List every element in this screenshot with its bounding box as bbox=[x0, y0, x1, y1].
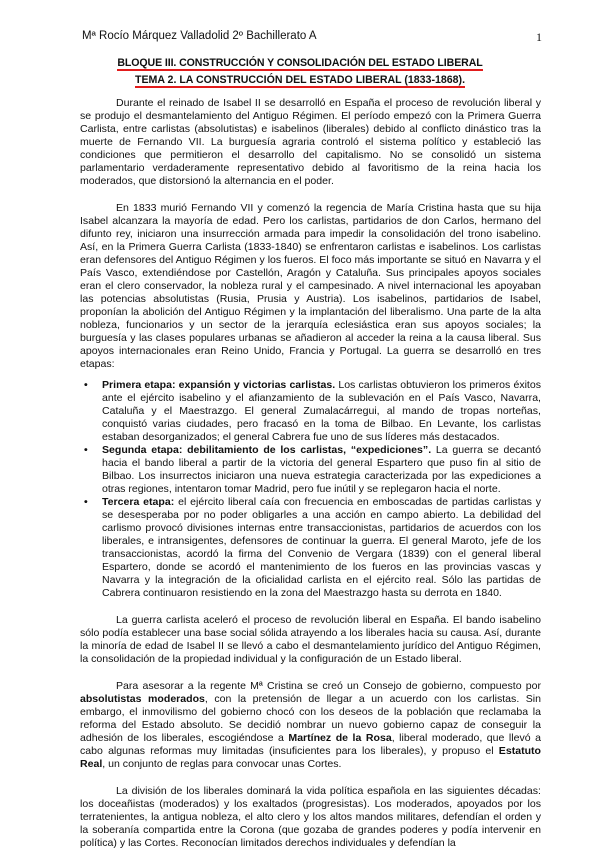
war-stages-list bbox=[80, 379, 541, 600]
page-header bbox=[82, 30, 542, 44]
stage-text: el ejército liberal caía con frecuencia en emboscadas de partidas carlistas y se desesperaba por no poder obligarles a una acción en campo abierto. La debilidad del carlismo provocó divisiones internas entre transaccionistas, partidarios de acuerdos con los liberales, e intransigentes, defensores de continuar la guerra. El general Maroto, jefe de los transaccionistas, acordó la firma del Convenio de Vergara (1839) con el general liberal Espartero, donde se acordó el mantenimiento de los fueros en las provincias vascas y Navarra y la integración de la oficialidad carlista en el ejército real. Sólo las partidas de Cabrera continuaron resistiendo en la zona del Maestrazgo hasta su derrota en 1840. bbox=[102, 496, 541, 599]
paragraph-liberal-division: La división de los liberales dominará la vida política española en las siguientes décadas: los doceañistas (moderados) y los exaltados (progresistas). Los moderados, apoyados por los terratenientes, la antigua nobleza, el alto clero y los altos mandos militares, defendían el orden y la soberanía compartida entre la Corona (que gozaba de grandes poderes y podía intervenir en política) y las Cortes. Reconocían limitados derechos individuales y defendían la bbox=[80, 785, 541, 849]
paragraph-regency-government bbox=[80, 680, 541, 771]
bullet-icon: • bbox=[84, 444, 88, 456]
block-title-text: BLOQUE III. CONSTRUCCIÓN Y CONSOLIDACIÓN DEL ESTADO LIBERAL bbox=[117, 57, 483, 69]
stage-text: La guerra se decantó hacia el bando liberal a partir de la victoria del general Espartero que puso fin al sitio de Bilbao. Los insurrectos iniciaron una nueva estrategia caracterizada por las expediciones a otras regiones, intentaron tomar Madrid, pero fue inútil y se replegaron hacia el norte. bbox=[102, 444, 541, 495]
text-run: , con la pretensión de llegar a un acuerdo con los carlistas. Sin embargo, el inmovilismo del gobierno chocó con los deseos de la población que reclamaba la reforma del Estado absoluto. Se decidió nombrar un nuevo gobierno capaz de conseguir la adhesión de los liberales, escogiéndose a bbox=[80, 693, 541, 744]
text-run: Para asesorar a la regente Mª Cristina se creó un Consejo de gobierno, compuesto por bbox=[116, 680, 541, 692]
paragraph-first-carlist-war: En 1833 murió Fernando VII y comenzó la regencia de María Cristina hasta que su hija Isabel alcanzara la mayoría de edad. Pero los carlistas, partidarios de don Carlos, hermano del difunto rey, iniciaron una insurrección armada para impedir la consolidación del trono isabelino. Así, en la Primera Guerra Carlista (1833-1840) se enfrentaron carlistas e isabelinos. Los carlistas eran defensores del Antiguo Régimen y los fueros. El foco más importante se situó en Navarra y el País Vasco, extendiéndose por Castellón, Aragón y Cataluña. Sus principales apoyos sociales eran el clero conservador, la nobleza rural y el campesinado. A nivel internacional les apoyaban las potencias absolutistas (Rusia, Prusia y Austria). Los isabelinos, partidarios de Isabel, proponían la abolición del Antiguo Régimen y la implantación del liberalismo. Una parte de la alta nobleza, funcionarios y un sector de la jerarquía eclesiástica eran sus apoyos sociales; la burguesía y las clases populares urbanas se añadieron al acceder la reina a la causa liberal. Sus apoyos internacionales eran Reino Unido, Francia y Portugal. La guerra se desarrolló en tres etapas: bbox=[80, 202, 541, 370]
bullet-icon: • bbox=[84, 379, 88, 391]
document-body bbox=[80, 97, 541, 864]
stage-text: Los carlistas obtuvieron los primeros éxitos ante el ejército isabelino y el afianzamiento de la sublevación en el País Vasco, Navarra, Cataluña y el Maestrazgo. El general Zumalacárregui, al mando de tropas norteñas, conquistó varias ciudades, pero fracasó en la toma de Bilbao. En Levante, los carlistas estaban desorganizados; el general Cabrera fue uno de sus líderes más destacados. bbox=[102, 379, 542, 443]
emphasis-absolutistas: absolutistas moderados bbox=[80, 693, 205, 705]
block-title bbox=[60, 57, 540, 69]
emphasis-martinez-de-la-rosa: Martínez de la Rosa bbox=[288, 732, 392, 744]
list-item bbox=[80, 379, 541, 444]
list-item bbox=[80, 444, 541, 496]
emphasis-estatuto-real: Estatuto Real bbox=[80, 745, 541, 770]
stage-heading: Tercera etapa: bbox=[102, 496, 175, 508]
list-item bbox=[80, 496, 541, 600]
paragraph-liberal-revolution: La guerra carlista aceleró el proceso de revolución liberal en España. El bando isabelino sólo podía establecer una base social sólida atrayendo a los liberales hacia su causa. Así, durante la minoría de edad de Isabel II se llevó a cabo el desmantelamiento jurídico del Antiguo Régimen, la consolidación de la propiedad individual y la configuración de un Estado liberal. bbox=[80, 614, 541, 665]
topic-title bbox=[60, 74, 540, 86]
stage-heading: Segunda etapa: debilitamiento de los carlistas, “expediciones”. bbox=[102, 444, 432, 456]
page-number: 1 bbox=[536, 30, 542, 44]
stage-heading: Primera etapa: expansión y victorias carlistas. bbox=[102, 379, 336, 391]
header-author: Mª Rocío Márquez Valladolid 2º Bachillerato A bbox=[82, 30, 317, 42]
text-run: , un conjunto de reglas para convocar unas Cortes. bbox=[102, 758, 342, 770]
bullet-icon: • bbox=[84, 496, 88, 508]
topic-title-text: TEMA 2. LA CONSTRUCCIÓN DEL ESTADO LIBERAL (1833-1868). bbox=[134, 74, 466, 86]
text-run: , liberal moderado, que llevó a cabo algunas reformas muy limitadas (insuficientes para los liberales), y propuso el bbox=[80, 732, 542, 757]
paragraph-intro: Durante el reinado de Isabel II se desarrolló en España el proceso de revolución liberal y se produjo el desmantelamiento del Antiguo Régimen. El período empezó con la Primera Guerra Carlista, entre carlistas (absolutistas) e isabelinos (liberales) debido al conflicto dinástico tras la muerte de Fernando VII. La burguesía agraria controló el sistema político y estableció las condiciones que permitieron el desarrollo del capitalismo. No se consolidó un sistema parlamentario verdaderamente representativo debido al favoritismo de la reina hacia los moderados, que distorsionó la alternancia en el poder. bbox=[80, 97, 541, 187]
